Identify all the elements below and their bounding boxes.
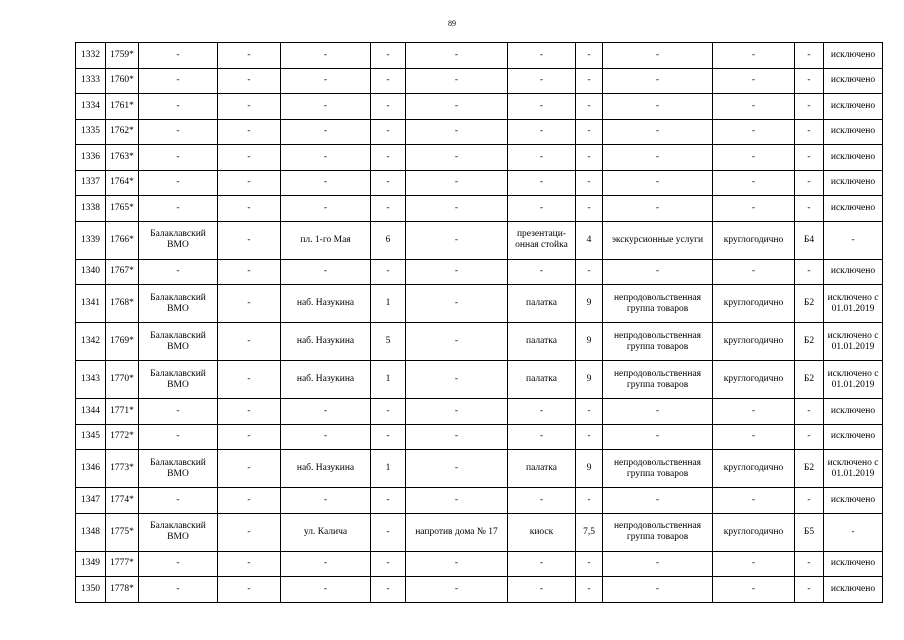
- status-cell: исключено с 01.01.2019: [824, 285, 883, 323]
- object-type-cell: палатка: [508, 323, 576, 361]
- house-cell: 1: [371, 361, 406, 399]
- area-cell: 9: [576, 450, 603, 488]
- period-cell: -: [713, 399, 795, 425]
- street-cell: наб. Назукина: [281, 450, 371, 488]
- object-type-cell: -: [508, 551, 576, 577]
- status-cell: исключено: [824, 145, 883, 171]
- record-id-cell: 1763*: [106, 145, 139, 171]
- street-cell: -: [281, 399, 371, 425]
- specialization-cell: -: [603, 196, 713, 222]
- table-row: [76, 68, 883, 94]
- street-cell: наб. Назукина: [281, 285, 371, 323]
- area-cell: 9: [576, 285, 603, 323]
- record-id-cell: 1773*: [106, 450, 139, 488]
- row-number-cell: 1333: [76, 68, 106, 94]
- street-cell: -: [281, 424, 371, 450]
- status-cell: -: [824, 221, 883, 259]
- street-cell: наб. Назукина: [281, 361, 371, 399]
- landmark-cell: -: [406, 259, 508, 285]
- col-4-cell: -: [218, 551, 281, 577]
- table-row: [76, 361, 883, 399]
- zone-cell: Б4: [795, 221, 824, 259]
- record-id-cell: 1768*: [106, 285, 139, 323]
- landmark-cell: -: [406, 119, 508, 145]
- area-cell: -: [576, 196, 603, 222]
- record-id-cell: 1761*: [106, 94, 139, 120]
- specialization-cell: -: [603, 399, 713, 425]
- zone-cell: -: [795, 399, 824, 425]
- table-row: [76, 488, 883, 514]
- zone-cell: -: [795, 119, 824, 145]
- zone-cell: Б2: [795, 361, 824, 399]
- table-row: [76, 399, 883, 425]
- row-number-cell: 1335: [76, 119, 106, 145]
- area-cell: -: [576, 424, 603, 450]
- house-cell: -: [371, 259, 406, 285]
- period-cell: круглогодично: [713, 450, 795, 488]
- col-4-cell: -: [218, 361, 281, 399]
- object-type-cell: презентаци-онная стойка: [508, 221, 576, 259]
- table-row: [76, 221, 883, 259]
- record-id-cell: 1760*: [106, 68, 139, 94]
- row-number-cell: 1349: [76, 551, 106, 577]
- record-id-cell: 1775*: [106, 513, 139, 551]
- row-number-cell: 1346: [76, 450, 106, 488]
- zone-cell: -: [795, 68, 824, 94]
- row-number-cell: 1341: [76, 285, 106, 323]
- area-cell: -: [576, 551, 603, 577]
- object-type-cell: -: [508, 424, 576, 450]
- street-cell: пл. 1-го Мая: [281, 221, 371, 259]
- specialization-cell: непродовольственная группа товаров: [603, 513, 713, 551]
- street-cell: -: [281, 170, 371, 196]
- period-cell: -: [713, 259, 795, 285]
- house-cell: -: [371, 424, 406, 450]
- area-cell: -: [576, 145, 603, 171]
- table-row: [76, 513, 883, 551]
- district-cell: -: [139, 488, 218, 514]
- zone-cell: Б2: [795, 323, 824, 361]
- landmark-cell: -: [406, 94, 508, 120]
- landmark-cell: -: [406, 399, 508, 425]
- house-cell: -: [371, 145, 406, 171]
- area-cell: -: [576, 119, 603, 145]
- row-number-cell: 1342: [76, 323, 106, 361]
- period-cell: круглогодично: [713, 285, 795, 323]
- landmark-cell: -: [406, 285, 508, 323]
- object-type-cell: палатка: [508, 450, 576, 488]
- period-cell: -: [713, 94, 795, 120]
- landmark-cell: -: [406, 488, 508, 514]
- status-cell: исключено: [824, 424, 883, 450]
- zone-cell: -: [795, 196, 824, 222]
- registry-table: [75, 42, 883, 603]
- record-id-cell: 1769*: [106, 323, 139, 361]
- zone-cell: -: [795, 551, 824, 577]
- period-cell: -: [713, 170, 795, 196]
- status-cell: исключено: [824, 119, 883, 145]
- landmark-cell: -: [406, 145, 508, 171]
- area-cell: -: [576, 170, 603, 196]
- table-row: [76, 119, 883, 145]
- house-cell: -: [371, 94, 406, 120]
- zone-cell: Б2: [795, 285, 824, 323]
- record-id-cell: 1764*: [106, 170, 139, 196]
- period-cell: -: [713, 551, 795, 577]
- street-cell: -: [281, 68, 371, 94]
- landmark-cell: напротив дома № 17: [406, 513, 508, 551]
- row-number-cell: 1345: [76, 424, 106, 450]
- district-cell: -: [139, 43, 218, 69]
- status-cell: исключено: [824, 259, 883, 285]
- row-number-cell: 1338: [76, 196, 106, 222]
- street-cell: -: [281, 577, 371, 603]
- zone-cell: Б2: [795, 450, 824, 488]
- landmark-cell: -: [406, 196, 508, 222]
- record-id-cell: 1765*: [106, 196, 139, 222]
- specialization-cell: непродовольственная группа товаров: [603, 450, 713, 488]
- specialization-cell: непродовольственная группа товаров: [603, 323, 713, 361]
- district-cell: Балаклавский ВМО: [139, 450, 218, 488]
- period-cell: -: [713, 196, 795, 222]
- table-row: [76, 450, 883, 488]
- specialization-cell: -: [603, 94, 713, 120]
- specialization-cell: -: [603, 170, 713, 196]
- col-4-cell: -: [218, 488, 281, 514]
- col-4-cell: -: [218, 424, 281, 450]
- house-cell: -: [371, 513, 406, 551]
- table-row: [76, 170, 883, 196]
- specialization-cell: -: [603, 119, 713, 145]
- col-4-cell: -: [218, 259, 281, 285]
- object-type-cell: -: [508, 145, 576, 171]
- specialization-cell: -: [603, 424, 713, 450]
- street-cell: -: [281, 119, 371, 145]
- row-number-cell: 1339: [76, 221, 106, 259]
- landmark-cell: -: [406, 68, 508, 94]
- col-4-cell: -: [218, 94, 281, 120]
- period-cell: -: [713, 488, 795, 514]
- record-id-cell: 1774*: [106, 488, 139, 514]
- table-row: [76, 285, 883, 323]
- row-number-cell: 1340: [76, 259, 106, 285]
- period-cell: -: [713, 577, 795, 603]
- col-4-cell: -: [218, 399, 281, 425]
- col-4-cell: -: [218, 285, 281, 323]
- object-type-cell: -: [508, 94, 576, 120]
- table-row: [76, 259, 883, 285]
- zone-cell: -: [795, 424, 824, 450]
- house-cell: -: [371, 170, 406, 196]
- period-cell: круглогодично: [713, 361, 795, 399]
- zone-cell: -: [795, 259, 824, 285]
- street-cell: -: [281, 196, 371, 222]
- house-cell: -: [371, 68, 406, 94]
- district-cell: -: [139, 196, 218, 222]
- period-cell: -: [713, 119, 795, 145]
- area-cell: -: [576, 43, 603, 69]
- area-cell: -: [576, 399, 603, 425]
- specialization-cell: -: [603, 577, 713, 603]
- street-cell: -: [281, 43, 371, 69]
- record-id-cell: 1778*: [106, 577, 139, 603]
- table-row: [76, 145, 883, 171]
- area-cell: -: [576, 94, 603, 120]
- record-id-cell: 1766*: [106, 221, 139, 259]
- record-id-cell: 1767*: [106, 259, 139, 285]
- record-id-cell: 1771*: [106, 399, 139, 425]
- col-4-cell: -: [218, 196, 281, 222]
- table-row: [76, 577, 883, 603]
- street-cell: -: [281, 145, 371, 171]
- status-cell: исключено: [824, 488, 883, 514]
- house-cell: -: [371, 119, 406, 145]
- col-4-cell: -: [218, 221, 281, 259]
- district-cell: -: [139, 94, 218, 120]
- status-cell: исключено: [824, 94, 883, 120]
- district-cell: Балаклавский ВМО: [139, 513, 218, 551]
- status-cell: исключено: [824, 551, 883, 577]
- specialization-cell: непродовольственная группа товаров: [603, 361, 713, 399]
- period-cell: -: [713, 43, 795, 69]
- status-cell: исключено с 01.01.2019: [824, 361, 883, 399]
- status-cell: -: [824, 513, 883, 551]
- object-type-cell: -: [508, 170, 576, 196]
- col-4-cell: -: [218, 513, 281, 551]
- house-cell: -: [371, 551, 406, 577]
- area-cell: 9: [576, 361, 603, 399]
- zone-cell: -: [795, 43, 824, 69]
- row-number-cell: 1334: [76, 94, 106, 120]
- house-cell: 6: [371, 221, 406, 259]
- row-number-cell: 1332: [76, 43, 106, 69]
- col-4-cell: -: [218, 119, 281, 145]
- object-type-cell: -: [508, 43, 576, 69]
- landmark-cell: -: [406, 577, 508, 603]
- period-cell: круглогодично: [713, 221, 795, 259]
- specialization-cell: -: [603, 43, 713, 69]
- object-type-cell: -: [508, 399, 576, 425]
- street-cell: наб. Назукина: [281, 323, 371, 361]
- status-cell: исключено с 01.01.2019: [824, 450, 883, 488]
- house-cell: -: [371, 399, 406, 425]
- period-cell: -: [713, 68, 795, 94]
- street-cell: ул. Калича: [281, 513, 371, 551]
- object-type-cell: палатка: [508, 361, 576, 399]
- house-cell: -: [371, 488, 406, 514]
- record-id-cell: 1759*: [106, 43, 139, 69]
- specialization-cell: -: [603, 259, 713, 285]
- district-cell: -: [139, 119, 218, 145]
- page-number: 89: [448, 19, 456, 28]
- table-row: [76, 43, 883, 69]
- specialization-cell: -: [603, 551, 713, 577]
- object-type-cell: киоск: [508, 513, 576, 551]
- object-type-cell: палатка: [508, 285, 576, 323]
- area-cell: 7,5: [576, 513, 603, 551]
- row-number-cell: 1347: [76, 488, 106, 514]
- record-id-cell: 1770*: [106, 361, 139, 399]
- object-type-cell: -: [508, 196, 576, 222]
- zone-cell: -: [795, 170, 824, 196]
- specialization-cell: непродовольственная группа товаров: [603, 285, 713, 323]
- row-number-cell: 1343: [76, 361, 106, 399]
- zone-cell: Б5: [795, 513, 824, 551]
- status-cell: исключено с 01.01.2019: [824, 323, 883, 361]
- street-cell: -: [281, 259, 371, 285]
- row-number-cell: 1337: [76, 170, 106, 196]
- row-number-cell: 1350: [76, 577, 106, 603]
- record-id-cell: 1762*: [106, 119, 139, 145]
- row-number-cell: 1344: [76, 399, 106, 425]
- area-cell: 4: [576, 221, 603, 259]
- zone-cell: -: [795, 145, 824, 171]
- landmark-cell: -: [406, 170, 508, 196]
- status-cell: исключено: [824, 43, 883, 69]
- status-cell: исключено: [824, 196, 883, 222]
- col-4-cell: -: [218, 450, 281, 488]
- landmark-cell: -: [406, 361, 508, 399]
- col-4-cell: -: [218, 68, 281, 94]
- landmark-cell: -: [406, 551, 508, 577]
- district-cell: -: [139, 68, 218, 94]
- status-cell: исключено: [824, 399, 883, 425]
- row-number-cell: 1348: [76, 513, 106, 551]
- table-row: [76, 424, 883, 450]
- street-cell: -: [281, 551, 371, 577]
- col-4-cell: -: [218, 43, 281, 69]
- record-id-cell: 1777*: [106, 551, 139, 577]
- period-cell: -: [713, 145, 795, 171]
- landmark-cell: -: [406, 43, 508, 69]
- area-cell: -: [576, 577, 603, 603]
- zone-cell: -: [795, 94, 824, 120]
- landmark-cell: -: [406, 221, 508, 259]
- district-cell: Балаклавский ВМО: [139, 361, 218, 399]
- object-type-cell: -: [508, 119, 576, 145]
- status-cell: исключено: [824, 577, 883, 603]
- area-cell: 9: [576, 323, 603, 361]
- landmark-cell: -: [406, 424, 508, 450]
- period-cell: круглогодично: [713, 513, 795, 551]
- specialization-cell: -: [603, 488, 713, 514]
- col-4-cell: -: [218, 323, 281, 361]
- col-4-cell: -: [218, 170, 281, 196]
- district-cell: -: [139, 259, 218, 285]
- street-cell: -: [281, 94, 371, 120]
- table-row: [76, 551, 883, 577]
- object-type-cell: -: [508, 68, 576, 94]
- table-row: [76, 94, 883, 120]
- area-cell: -: [576, 68, 603, 94]
- specialization-cell: -: [603, 68, 713, 94]
- record-id-cell: 1772*: [106, 424, 139, 450]
- period-cell: -: [713, 424, 795, 450]
- object-type-cell: -: [508, 577, 576, 603]
- col-4-cell: -: [218, 577, 281, 603]
- house-cell: -: [371, 43, 406, 69]
- zone-cell: -: [795, 577, 824, 603]
- district-cell: -: [139, 399, 218, 425]
- district-cell: Балаклавский ВМО: [139, 285, 218, 323]
- house-cell: 1: [371, 450, 406, 488]
- house-cell: 1: [371, 285, 406, 323]
- specialization-cell: -: [603, 145, 713, 171]
- area-cell: -: [576, 488, 603, 514]
- period-cell: круглогодично: [713, 323, 795, 361]
- house-cell: -: [371, 196, 406, 222]
- col-4-cell: -: [218, 145, 281, 171]
- landmark-cell: -: [406, 323, 508, 361]
- table-row: [76, 323, 883, 361]
- district-cell: -: [139, 170, 218, 196]
- status-cell: исключено: [824, 68, 883, 94]
- area-cell: -: [576, 259, 603, 285]
- district-cell: -: [139, 551, 218, 577]
- object-type-cell: -: [508, 488, 576, 514]
- table-row: [76, 196, 883, 222]
- district-cell: Балаклавский ВМО: [139, 323, 218, 361]
- row-number-cell: 1336: [76, 145, 106, 171]
- district-cell: -: [139, 424, 218, 450]
- district-cell: -: [139, 577, 218, 603]
- specialization-cell: экскурсионные услуги: [603, 221, 713, 259]
- street-cell: -: [281, 488, 371, 514]
- district-cell: -: [139, 145, 218, 171]
- status-cell: исключено: [824, 170, 883, 196]
- house-cell: 5: [371, 323, 406, 361]
- landmark-cell: -: [406, 450, 508, 488]
- object-type-cell: -: [508, 259, 576, 285]
- zone-cell: -: [795, 488, 824, 514]
- house-cell: -: [371, 577, 406, 603]
- district-cell: Балаклавский ВМО: [139, 221, 218, 259]
